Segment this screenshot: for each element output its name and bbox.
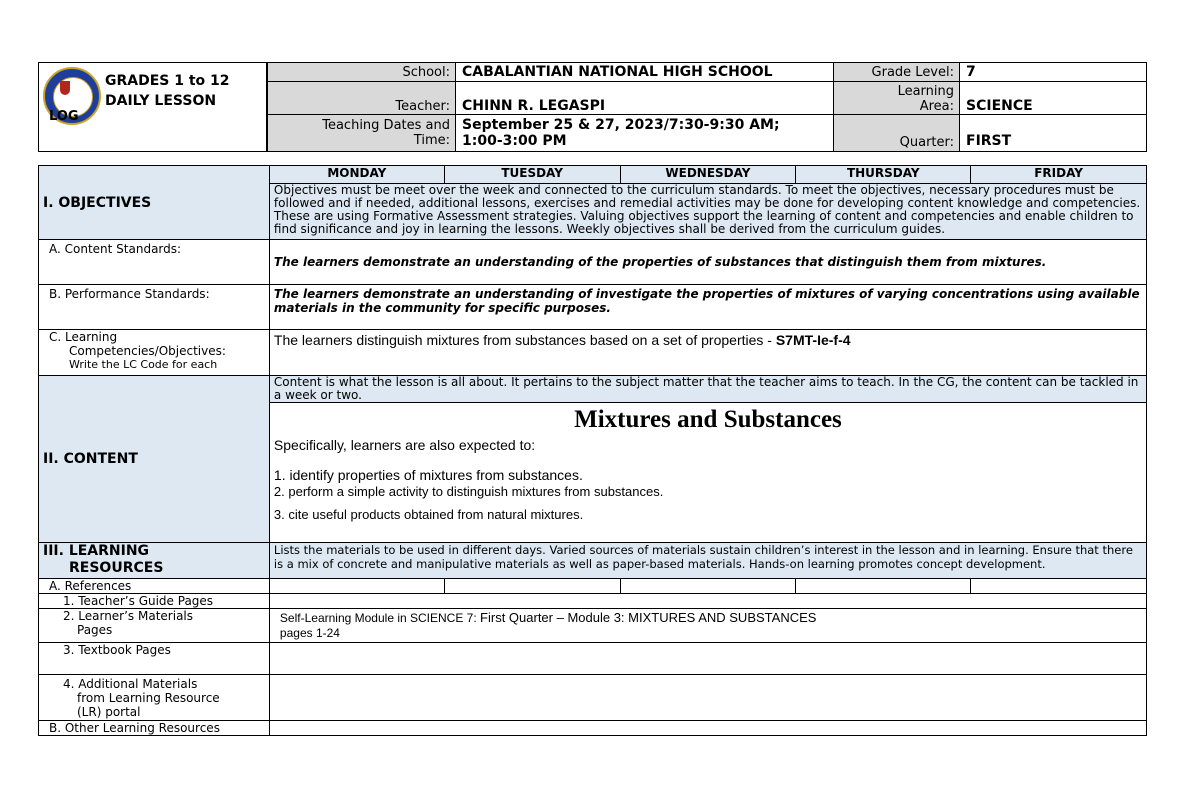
performance-standards-text: The learners demonstrate an understanding of investigate the properties of mixtures of varying concentrations using available materials in the community for specific purposes. [273,287,1140,315]
day-tuesday: TUESDAY [444,166,620,184]
competencies-text: The learners distinguish mixtures from substances based on a set of properties - [273,332,776,348]
header-title-line1: GRADES 1 to 12 [105,73,230,89]
objectives-heading-cell [39,166,270,240]
resources-heading-line1: III. LEARNING [43,543,150,559]
performance-standards-label [39,285,270,330]
learning-area-value: SCIENCE [959,82,1146,115]
content-note: Content is what the lesson is all about. It pertains to the subject matter that the teacher aims to teach. In the CG, the content can be tackled in a week or two. [269,376,1146,403]
additional-materials-label-line2: from Learning Resource [77,691,220,705]
references-thursday [796,579,971,594]
day-thursday: THURSDAY [796,166,971,184]
content-standards-text: The learners demonstrate an understanding of the properties of substances that distinguish them from mixtures. [273,255,1047,269]
textbook-value [269,643,1146,675]
additional-materials-label-line3: (LR) portal [77,705,141,719]
learners-materials-label-line1: 2. Learner’s Materials [63,609,194,623]
competencies-code: S7MT-Ie-f-4 [775,332,851,348]
content-item-2: 2. perform a simple activity to distinguish mixtures from substances. [273,484,664,499]
day-header-row [39,166,1147,184]
content-item-3: 3. cite useful products obtained from natural mixtures. [273,507,584,522]
grade-label: Grade Level: [833,63,959,82]
learning-area-label-line2: Area: [919,99,954,114]
references-label: A. References [39,579,270,594]
teacher-label: Teacher: [267,82,455,115]
content-item-1: 1. identify properties of mixtures from substances. [273,467,583,483]
additional-materials-label [39,675,270,721]
quarter-value: FIRST [959,115,1146,151]
competencies-label-line2: Competencies/Objectives: [69,344,226,358]
references-wednesday [620,579,796,594]
competencies-label [39,330,270,376]
objectives-note: Objectives must be meet over the week and connected to the curriculum standards. To meet the objectives, necessary procedures must be followed and if needed, additional lessons, exercises and remedial activities may be done for developing content knowledge and competencies. These are using Formative Assessment strategies. Valuing objectives support the learning of content and competencies and enable children to find significance and joy in learning the lessons. Weekly objectives shall be derived from the curriculum guides. [269,184,1146,240]
teaching-dates-value [455,115,833,151]
teachers-guide-label: 1. Teacher’s Guide Pages [39,594,270,609]
competencies-label-line3: Write the LC Code for each [69,358,218,371]
teaching-dates-label-line2: Time: [413,133,450,148]
quarter-label: Quarter: [833,115,959,151]
content-heading-cell [39,376,270,543]
other-resources-label: B. Other Learning Resources [39,721,270,736]
performance-standards-value [269,285,1146,330]
content-standards-label-text: A. Content Standards: [49,242,182,256]
resources-heading-line2: RESOURCES [69,560,164,576]
competencies-label-line1: C. Learning [49,330,118,344]
learning-area-label [833,82,959,115]
content-intro: Specifically, learners are also expected to: [273,437,536,453]
references-monday [269,579,444,594]
dll-header [38,62,1147,152]
grade-value: 7 [959,63,1146,82]
content-standards-label [39,240,270,285]
lesson-log-table [38,165,1147,736]
teaching-dates-line2: 1:00-3:00 PM [462,133,567,149]
header-title-line2: DAILY LESSON [105,93,217,109]
performance-standards-label-text: B. Performance Standards: [49,287,210,301]
learners-materials-text-a: Self-Learning Module in SCIENCE 7: [279,611,481,625]
additional-materials-value [269,675,1146,721]
content-heading: II. CONTENT [43,451,138,467]
references-friday [971,579,1147,594]
textbook-label: 3. Textbook Pages [39,643,270,675]
header-title-line3: LOG [49,109,79,124]
header-title-cell [39,63,267,151]
day-wednesday: WEDNESDAY [620,166,796,184]
references-tuesday [444,579,620,594]
teachers-guide-value [269,594,1146,609]
learners-materials-label [39,609,270,643]
competencies-value [269,330,1146,376]
additional-materials-label-line1: 4. Additional Materials [63,677,198,691]
day-monday: MONDAY [269,166,444,184]
content-standards-value [269,240,1146,285]
learners-materials-pages: pages 1-24 [279,626,340,640]
learning-area-label-line1: Learning [897,84,954,99]
school-value: CABALANTIAN NATIONAL HIGH SCHOOL [455,63,833,82]
teaching-dates-label [267,115,455,151]
resources-heading-cell [39,543,270,579]
learners-materials-value [269,609,1146,643]
learners-materials-label-line2: Pages [77,623,113,637]
school-label: School: [267,63,455,82]
learners-materials-text-b: First Quarter – Module 3: MIXTURES AND SUBSTANCES [480,610,817,625]
teaching-dates-line1: September 25 & 27, 2023/7:30-9:30 AM; [462,117,780,133]
objectives-heading: I. OBJECTIVES [43,194,152,211]
resources-note: Lists the materials to be used in different days. Varied sources of materials sustain children’s interest in the lesson and in learning. Ensure that there is a mix of concrete and manipulative materials as well as paper-based materials. Hands-on learning promotes concept development. [269,543,1146,579]
teacher-value: CHINN R. LEGASPI [455,82,833,115]
content-body [269,403,1146,543]
content-topic: Mixtures and Substances [574,406,842,433]
teaching-dates-label-line1: Teaching Dates and [322,118,450,133]
day-friday: FRIDAY [971,166,1147,184]
other-resources-value [269,721,1146,736]
